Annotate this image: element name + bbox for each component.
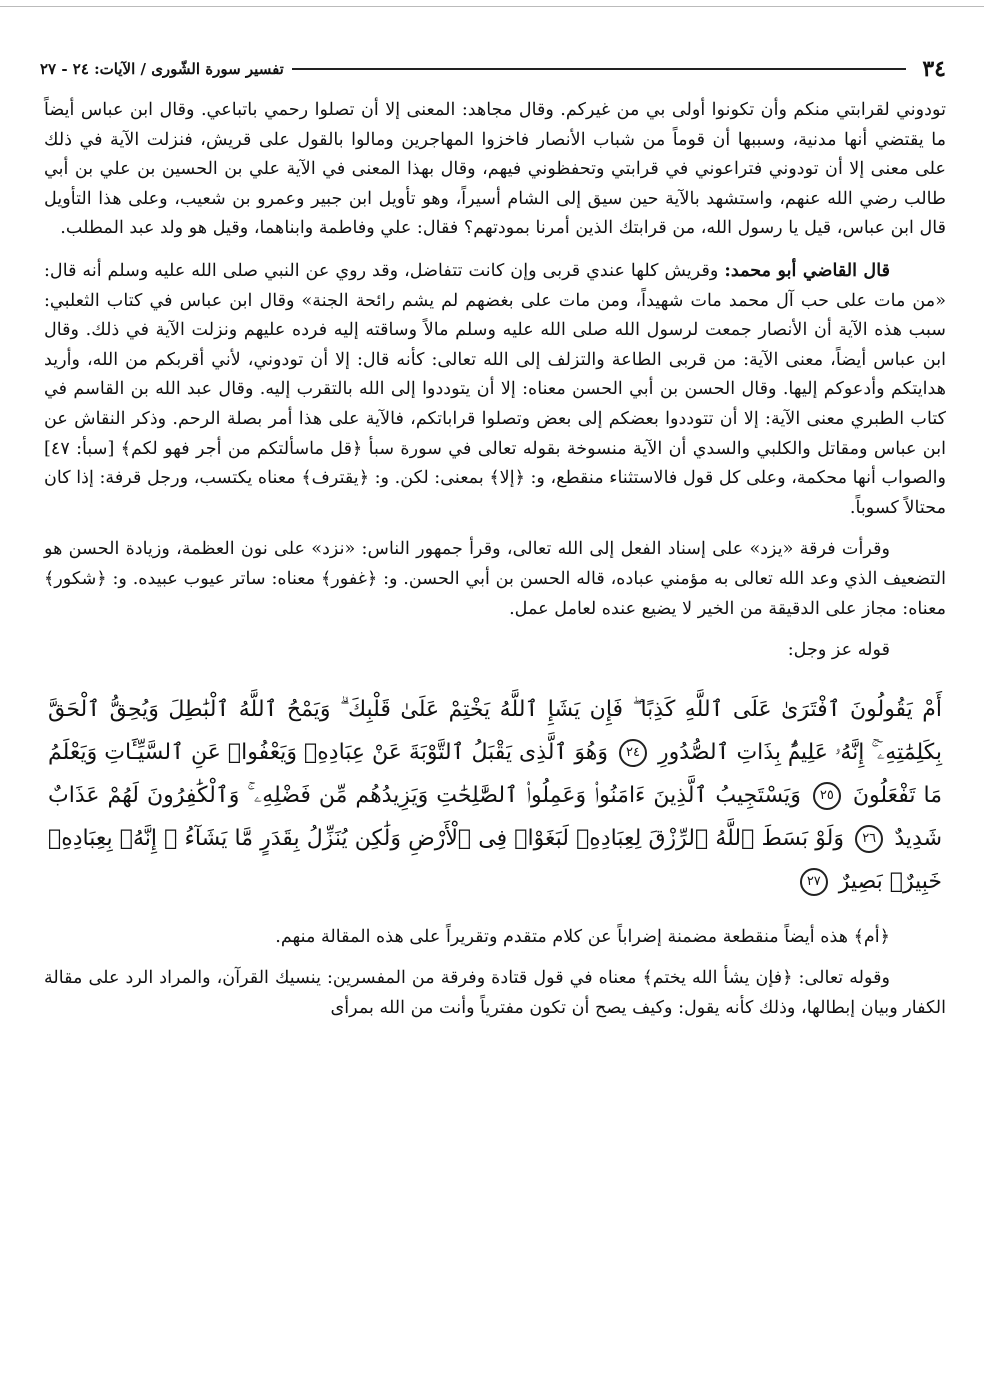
paragraph-2-text: وقريش كلها عندي قربى وإن كانت تتفاضل، وقد روي عن النبي صلى الله عليه وسلم أنه قال: «من مات على حب آل محمد مات شهيداً، ومن مات على بغضهم لم يشم رائحة الجنة» وقال ابن عباس في كتاب الثعلبي: سبب هذه الآية أن الأنصار جمعت لرسول الله صلى الله عليه وسلم مالاً وساقته إليه فرده عليهم ونزلت الآية في ذلك. وقال ابن عباس أيضاً، معنى الآية: من قربى الطاعة والتزلف إلى الله تعالى: كأنه قال: إلا أن تودوني، لأني أقربكم من الله، وأريد هدايتكم وأدعوكم إليها. وقال الحسن بن أبي الحسن معناه: إلا أن يتوددوا إلى الله بالتقرب إليه. وقال عبد الله بن القاسم في كتاب الطبري معنى الآية: إلا أن تتوددوا بعضكم إلى بعض وتصلوا قراباتكم، فالآية على هذا أمر بصلة الرحم. وذكر النقاش عن ابن عباس ومقاتل والكلبي والسدي أن الآية منسوخة بقوله تعالى في سورة سبأ ﴿قل ماسألتكم من أجر فهو لكم﴾ [سبأ: ٤٧] والصواب أنها محكمة، وعلى كل قول فالاستثناء منقطع، و: ﴿إلا﴾ بمعنى: لكن. و: ﴿يقترف﴾ معناه يكتسب، ورجل قرفة: إذا كان محتالاً كسوباً.	[44, 260, 946, 518]
quran-verses	[48, 688, 942, 903]
paragraph-5: وقوله تعالى: ﴿فإن يشأ الله يختم﴾ معناه في قول قتادة وفرقة من المفسرين: ينسيك القرآن، والمراد الرد على مقالة الكفار وبيان إبطالها، وذلك كأنه يقول: وكيف يصح أن تكون مفترياً وأنت من الله بمرأى	[44, 968, 946, 1018]
running-title: تفسير سورة الشّورى / الآيات: ٢٤ - ٢٧	[40, 60, 284, 78]
paragraph-1: تودوني لقرابتي منكم وأن تكونوا أولى بي من غيركم. وقال مجاهد: المعنى إلا أن تصلوا رحمي باتباعي. وقال ابن عباس أيضاً ما يقتضي أنها مدنية، وسببها أن قوماً من شباب الأنصار فاخزوا المهاجرين ومالوا بالقول على قريش، فنزلت الآية في ذلك على معنى إلا أن تودوني فتراعوني في قرابتي وتحفظوني فيهم، وقال بهذا المعنى في الآية علي بن الحسين بن علي بن أبي طالب رضي الله عنهم، واستشهد بالآية حين سيق إلى الشام أسيراً، وهو تأويل ابن جبير وعمرو بن شعيب، وعلى هذا التأويل قال ابن عباس، قيل يا رسول الله، من قرابتك الذين أمرنا بمودتهم؟ فقال: علي وفاطمة وابناهما، وقيل هو ولد عبد المطلب.	[44, 100, 946, 239]
page-number: ٣٤	[922, 56, 946, 82]
verse-27: وَلَوْ بَسَطَ ٱللَّهُ ٱلرِّزْقَ لِعِبَادِهِۦ لَبَغَوْا۟ فِى ٱلْأَرْضِ وَلَٰكِن يُنَزِّلُ بِقَدَرٍ مَّا يَشَآءُ ۚ إِنَّهُۥ بِعِبَادِهِۦ خَبِيرٌۢ بَصِيرٌ	[48, 825, 942, 894]
page-body	[44, 96, 946, 1023]
verse-26: وَيَسْتَجِيبُ ٱلَّذِينَ ءَامَنُوا۟ وَعَمِلُوا۟ ٱلصَّٰلِحَٰتِ وَيَزِيدُهُم مِّن فَضْلِهِۦ ۚ وَٱلْكَٰفِرُونَ لَهُمْ عَذَابٌ شَدِيدٌ	[48, 782, 942, 851]
ayah-number-27: ٢٧	[800, 868, 828, 896]
paragraph-2	[44, 256, 946, 523]
running-header	[40, 54, 946, 84]
author-lead: قال القاضي أبو محمد:	[724, 259, 890, 281]
paragraph-3: وقرأت فرقة «يزد» على إسناد الفعل إلى الله تعالى، وقرأ جمهور الناس: «نزد» على نون العظمة، وزيادة الحسن هو التضعيف الذي وعد الله تعالى به مؤمني عباده، قاله الحسن بن أبي الحسن. و: ﴿غفور﴾ معناه: ساتر عيوب عبيده. و: ﴿شكور﴾ معناه: مجاز على الدقيقة من الخير لا يضيع عنده لعامل عمل.	[44, 539, 946, 619]
verse-24: أَمْ يَقُولُونَ ٱفْتَرَىٰ عَلَى ٱللَّهِ كَذِبًا ۖ فَإِن يَشَإِ ٱللَّهُ يَخْتِمْ عَلَىٰ قَلْبِكَ ۗ وَيَمْحُ ٱللَّهُ ٱلْبَٰطِلَ وَيُحِقُّ ٱلْحَقَّ بِكَلِمَٰتِهِۦٓ ۚ إِنَّهُۥ عَلِيمٌۢ بِذَاتِ ٱلصُّدُورِ	[48, 696, 943, 765]
verse-25: وَهُوَ ٱلَّذِى يَقْبَلُ ٱلتَّوْبَةَ عَنْ عِبَادِهِۦ وَيَعْفُوا۟ عَنِ ٱلسَّيِّـَٔاتِ وَيَعْلَمُ مَا تَفْعَلُونَ	[48, 739, 943, 808]
header-rule	[292, 68, 907, 70]
page	[18, 0, 966, 1400]
verse-intro: قوله عز وجل:	[787, 640, 890, 661]
ayah-number-24: ٢٤	[619, 739, 647, 767]
ayah-number-25: ٢٥	[813, 782, 841, 810]
paragraph-4: ﴿أم﴾ هذه أيضاً منقطعة مضمنة إضراباً عن كلام متقدم وتقريراً على هذه المقالة منهم.	[275, 926, 890, 947]
ayah-number-26: ٢٦	[855, 825, 883, 853]
